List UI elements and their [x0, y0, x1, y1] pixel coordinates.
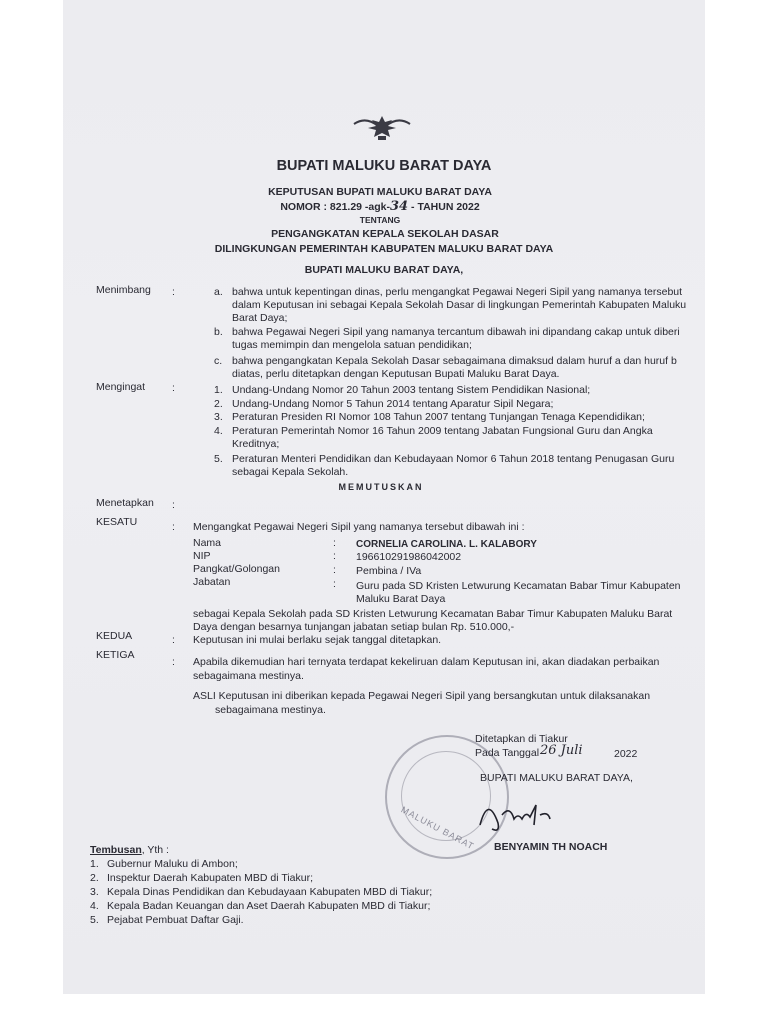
tembusan-4-text: Kepala Badan Keuangan dan Aset Daerah Kabupaten MBD di Tiakur; — [107, 900, 431, 912]
stamp-text: MALUKU BARAT — [399, 804, 476, 852]
tembusan-2-text: Inspektur Daerah Kabupaten MBD di Tiakur; — [107, 872, 314, 884]
tembusan-1-marker: 1. — [90, 858, 99, 870]
bupati-heading: BUPATI MALUKU BARAT DAYA, — [304, 264, 464, 276]
menimbang-b-line2: tugas memimpin dan mengelola satuan pendidikan; — [232, 339, 472, 351]
kesatu-colon: : — [172, 521, 175, 533]
subject-line-2: DILINGKUNGAN PEMERINTAH KABUPATEN MALUKU BARAT DAYA — [214, 243, 554, 255]
menimbang-b-marker: b. — [214, 326, 223, 338]
kesatu-label: KESATU — [96, 516, 138, 528]
tembusan-2-marker: 2. — [90, 872, 99, 884]
tembusan-4-marker: 4. — [90, 900, 99, 912]
ketiga-colon: : — [172, 656, 175, 668]
menimbang-c-line1: bahwa pengangkatan Kepala Sekolah Dasar sebagaimana dimaksud dalam huruf a dan huruf b — [232, 355, 677, 367]
menimbang-a-line3: Barat Daya; — [232, 312, 288, 324]
field-nip-key: NIP — [193, 550, 211, 562]
mengingat-2-marker: 2. — [214, 398, 223, 410]
kedua-text: Keputusan ini mulai berlaku sejak tanggal ditetapkan. — [193, 634, 442, 646]
mengingat-1-marker: 1. — [214, 384, 223, 396]
signature-date-handwritten: 26 Juli — [540, 743, 583, 758]
mengingat-4-marker: 4. — [214, 425, 223, 437]
asli-line2: sebagaimana mestinya. — [215, 704, 326, 716]
mengingat-4-line1: Peraturan Pemerintah Nomor 16 Tahun 2009 tentang Jabatan Fungsional Guru dan Angka — [232, 425, 653, 437]
kesatu-closing-line1: sebagai Kepala Sekolah pada SD Kristen Letwurung Kecamatan Babar Timur Kabupaten Maluku Barat — [193, 608, 673, 620]
menimbang-a-line2: dalam Keputusan ini sebagai Kepala Sekolah Dasar di lingkungan Pemerintah Kabupaten Maluku — [232, 299, 687, 311]
garuda-emblem-icon — [352, 112, 412, 142]
decree-number-suffix: - TAHUN 2022 — [408, 201, 480, 213]
signature-date-label: Pada Tanggal — [475, 747, 540, 759]
field-jabatan-value: Guru pada SD Kristen Letwurung Kecamatan Babar Timur Kabupaten — [356, 580, 681, 592]
kesatu-intro: Mengangkat Pegawai Negeri Sipil yang namanya tersebut dibawah ini : — [193, 521, 525, 533]
decree-heading: KEPUTUSAN BUPATI MALUKU BARAT DAYA — [268, 186, 492, 198]
handwritten-signature-icon — [470, 785, 560, 840]
decree-number-prefix: NOMOR : 821.29 -agk- — [280, 201, 391, 213]
tembusan-1-text: Gubernur Maluku di Ambon; — [107, 858, 238, 870]
signatory-name: BENYAMIN TH NOACH — [494, 841, 608, 853]
tembusan-title: Tembusan — [90, 844, 142, 856]
tembusan-5-marker: 5. — [90, 914, 99, 926]
signature-year: 2022 — [614, 748, 638, 760]
field-jabatan-key: Jabatan — [193, 576, 231, 588]
kedua-label: KEDUA — [96, 630, 133, 642]
mengingat-5-marker: 5. — [214, 453, 223, 465]
mengingat-label: Mengingat — [96, 381, 146, 393]
field-pangkat-key: Pangkat/Golongan — [193, 563, 280, 575]
field-nip-value: 196610291986042002 — [356, 551, 462, 563]
field-nama-key: Nama — [193, 537, 222, 549]
mengingat-4-line2: Kreditnya; — [232, 438, 280, 450]
field-nama-value: CORNELIA CAROLINA. L. KALABORY — [356, 539, 537, 550]
document-title: BUPATI MALUKU BARAT DAYA — [276, 158, 492, 174]
decree-number-handwritten: 34 — [390, 199, 409, 214]
menimbang-a-marker: a. — [214, 286, 223, 298]
tembusan-heading — [90, 844, 169, 857]
tembusan-3-text: Kepala Dinas Pendidikan dan Kebudayaan Kabupaten MBD di Tiakur; — [107, 886, 433, 898]
decree-number — [0, 200, 760, 214]
asli-line1: ASLI Keputusan ini diberikan kepada Pegawai Negeri Sipil yang bersangkutan untuk dilaksanakan — [193, 690, 651, 702]
field-pangkat-value: Pembina / IVa — [356, 565, 422, 577]
ketiga-label: KETIGA — [96, 649, 135, 661]
menimbang-colon: : — [172, 286, 175, 298]
subject-line-1: PENGANGKATAN KEPALA SEKOLAH DASAR — [271, 228, 499, 240]
kedua-colon: : — [172, 634, 175, 646]
tembusan-3-marker: 3. — [90, 886, 99, 898]
signature-place: Ditetapkan di Tiakur — [475, 733, 568, 745]
menetapkan-colon: : — [172, 499, 175, 511]
mengingat-3-marker: 3. — [214, 411, 223, 423]
field-jabatan-value-line2: Maluku Barat Daya — [356, 593, 446, 605]
menimbang-b-line1: bahwa Pegawai Negeri Sipil yang namanya tercantum dibawah ini dipandang cakap untuk diberi — [232, 326, 680, 338]
menimbang-label: Menimbang — [96, 284, 151, 296]
memutuskan-heading: MEMUTUSKAN — [338, 482, 424, 492]
kesatu-closing-line2: Daya dengan besarnya tunjangan jabatan setiap bulan Rp. 510.000,- — [193, 621, 515, 633]
field-pangkat-colon: : — [333, 564, 336, 576]
mengingat-1-text: Undang-Undang Nomor 20 Tahun 2003 tentang Sistem Pendidikan Nasional; — [232, 384, 591, 396]
ketiga-line2: sebagaimana mestinya. — [193, 670, 304, 682]
ketiga-line1: Apabila dikemudian hari ternyata terdapat kekeliruan dalam Keputusan ini, akan diadakan perbaikan — [193, 656, 660, 668]
menimbang-c-line2: diatas, perlu ditetapkan dengan Keputusan Bupati Maluku Barat Daya. — [232, 368, 560, 380]
field-nip-colon: : — [333, 550, 336, 562]
mengingat-2-text: Undang-Undang Nomor 5 Tahun 2014 tentang Aparatur Sipil Negara; — [232, 398, 554, 410]
mengingat-3-text: Peraturan Presiden RI Nomor 108 Tahun 2007 tentang Tunjangan Tenaga Kependidikan; — [232, 411, 645, 423]
tembusan-title-suffix: , Yth : — [141, 844, 169, 856]
tembusan-5-text: Pejabat Pembuat Daftar Gaji. — [107, 914, 244, 926]
mengingat-5-line1: Peraturan Menteri Pendidikan dan Kebudayaan Nomor 6 Tahun 2018 tentang Penugasan Guru — [232, 453, 675, 465]
menimbang-c-marker: c. — [214, 355, 223, 367]
menetapkan-label: Menetapkan — [96, 497, 154, 509]
mengingat-5-line2: sebagai Kepala Sekolah. — [232, 466, 349, 478]
tentang-label: TENTANG — [359, 215, 401, 225]
signature-office: BUPATI MALUKU BARAT DAYA, — [480, 772, 633, 784]
mengingat-colon: : — [172, 382, 175, 394]
field-nama-colon: : — [333, 537, 336, 549]
field-jabatan-colon: : — [333, 578, 336, 590]
menimbang-a-line1: bahwa untuk kepentingan dinas, perlu mengangkat Pegawai Negeri Sipil yang namanya tersebut — [232, 286, 683, 298]
